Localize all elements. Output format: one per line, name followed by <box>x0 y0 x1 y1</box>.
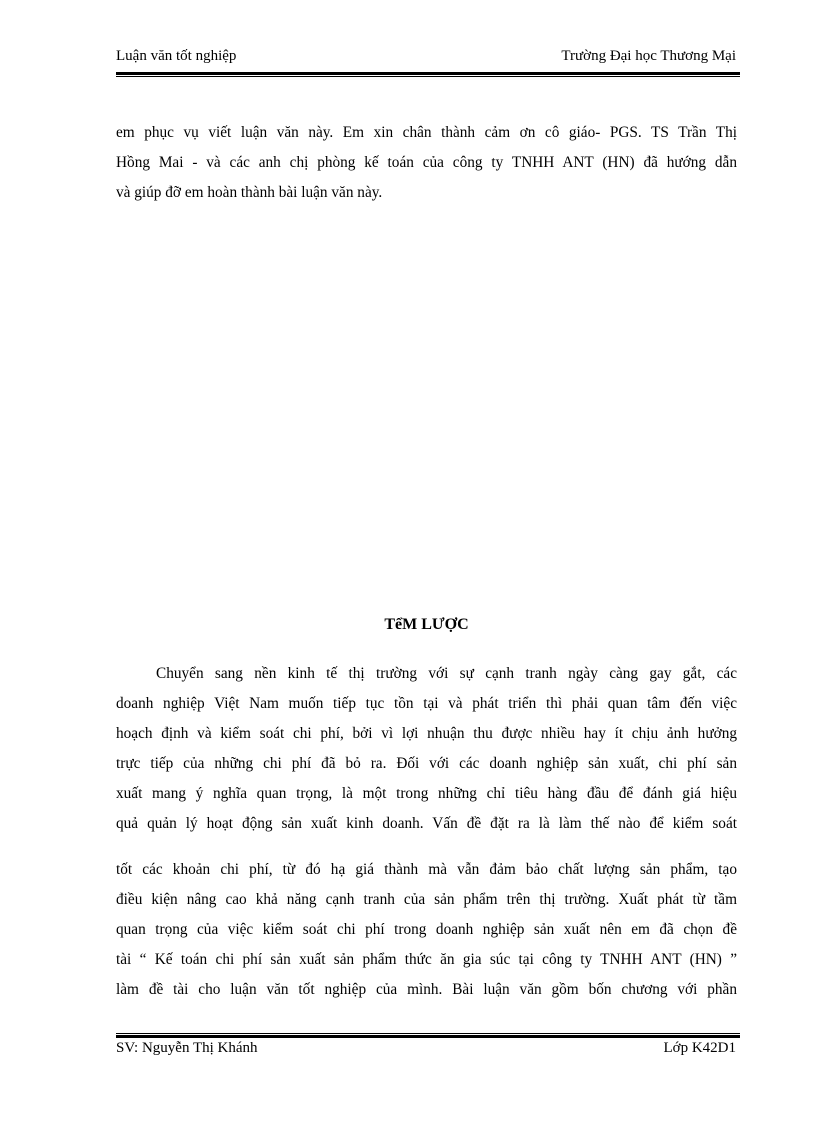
intro-paragraph <box>116 118 737 208</box>
text-line: doanh nghiệp Việt Nam muốn tiếp tục tồn tại và phát triển thì phải quan tâm đến việc <box>116 695 737 712</box>
text-line: quan trọng của việc kiểm soát chi phí trong doanh nghiệp sản xuất nên em đã chọn đề <box>116 921 737 938</box>
text-line: và giúp đỡ em hoàn thành bài luận văn này. <box>116 184 383 201</box>
text-line: tốt các khoản chi phí, từ đó hạ giá thành mà vẫn đảm bảo chất lượng sản phẩm, tạo <box>116 861 737 878</box>
page-header <box>116 48 736 70</box>
text-line: em phục vụ viết luận văn này. Em xin chân thành cảm ơn cô giáo- PGS. TS Trần Thị <box>116 124 737 141</box>
footer-class-code: Lớp K42D1 <box>663 1040 736 1056</box>
text-line: trực tiếp của những chi phí đã bỏ ra. Đối với các doanh nghiệp sản xuất, chi phí sản <box>116 755 737 772</box>
summary-paragraph-top <box>116 659 737 839</box>
text-line: quả quản lý hoạt động sản xuất kinh doanh. Vấn đề đặt ra là làm thế nào để kiểm soát <box>116 815 737 832</box>
summary-paragraph-bottom <box>116 855 737 1005</box>
header-thesis-label: Luận văn tốt nghiệp <box>116 48 237 64</box>
footer-student-name: SV: Nguyễn Thị Khánh <box>116 1040 258 1056</box>
text-line: tài “ Kế toán chi phí sản xuất sản phẩm thức ăn gia súc tại công ty TNHH ANT (HN) ” <box>116 951 737 968</box>
text-line: xuất mang ý nghĩa quan trọng, là một trong những chỉ tiêu hàng đầu để đánh giá hiệu <box>116 785 737 802</box>
text-line: Hồng Mai - và các anh chị phòng kế toán của công ty TNHH ANT (HN) đã hướng dẫn <box>116 154 737 171</box>
text-line: làm đề tài cho luận văn tốt nghiệp của mình. Bài luận văn gồm bốn chương với phần <box>116 981 737 998</box>
text-line: Chuyển sang nền kinh tế thị trường với sự cạnh tranh ngày càng gay gắt, các <box>156 665 737 682</box>
text-line: hoạch định và kiểm soát chi phí, bởi vì lợi nhuận thu được nhiều hay ít chịu ảnh hưởng <box>116 725 737 742</box>
header-university-name: Trường Đại học Thương Mại <box>561 48 736 64</box>
footer-rule <box>116 1033 740 1038</box>
header-rule <box>116 72 740 77</box>
page-footer <box>116 1040 740 1062</box>
text-line: điều kiện nâng cao khả năng cạnh tranh của sản phẩm trên thị trường. Xuất phát từ tầm <box>116 891 737 908</box>
section-title: TểM LƯỢC <box>384 616 469 633</box>
